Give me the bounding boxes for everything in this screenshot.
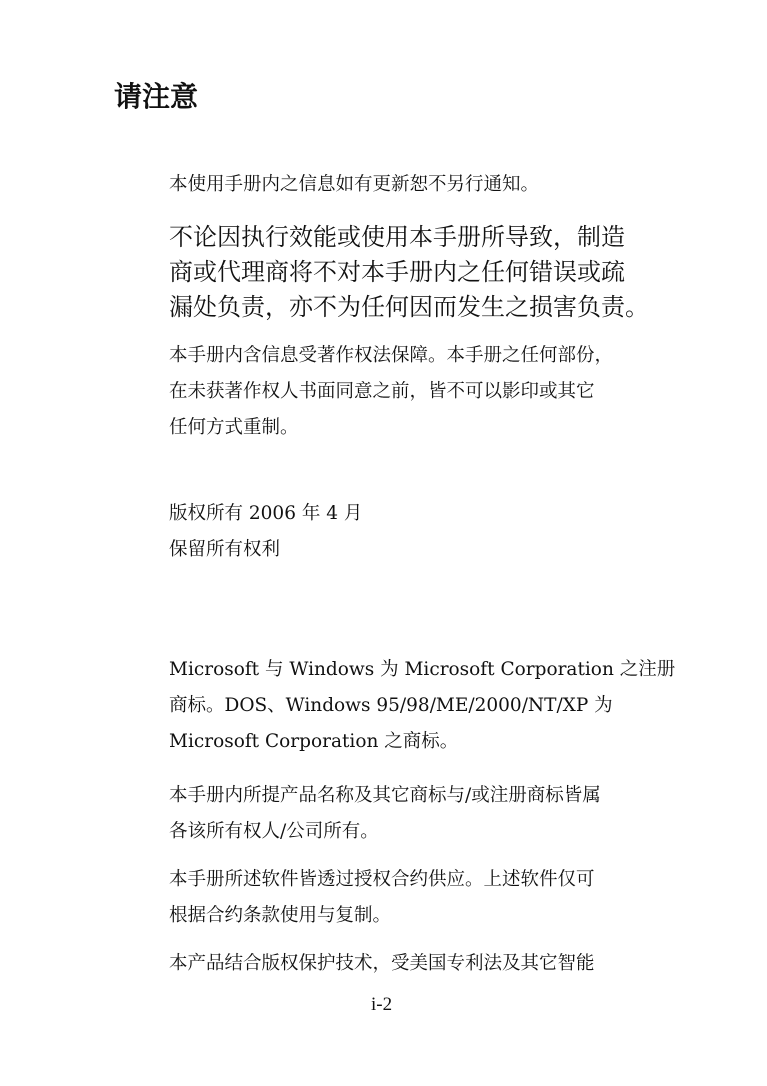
text-line: 版权所有 2006 年 4 月 — [169, 503, 363, 524]
page-title: 请注意 — [114, 80, 199, 113]
text-line: 各该所有权人/公司所有。 — [169, 821, 379, 842]
text-line: 本使用手册内之信息如有更新恕不另行通知。 — [169, 174, 540, 195]
copyright-date-paragraph — [169, 496, 669, 568]
text-line: 本手册内含信息受著作权法保障。本手册之任何部份， — [169, 345, 614, 366]
trademark-paragraph — [169, 652, 676, 760]
text-line: 保留所有权利 — [169, 539, 281, 560]
text-line: 任何方式重制。 — [169, 417, 299, 438]
text-line: 本产品结合版权保护技术，受美国专利法及其它智能 — [169, 953, 595, 974]
copyright-law-paragraph — [169, 338, 669, 446]
text-line: 漏处负责，亦不为任何因而发生之损害负责。 — [169, 293, 649, 321]
text-line: 在未获著作权人书面同意之前，皆不可以影印或其它 — [169, 381, 595, 402]
text-line: Microsoft Corporation 之商标。 — [169, 731, 459, 752]
product-names-paragraph — [169, 778, 669, 850]
text-line: 不论因执行效能或使用本手册所导致，制造 — [169, 223, 625, 251]
text-line: 根据合约条款使用与复制。 — [169, 905, 392, 926]
software-license-paragraph — [169, 862, 669, 934]
page-number: i-2 — [371, 994, 393, 1015]
notice-update-paragraph — [169, 167, 669, 203]
text-line: 本手册内所提产品名称及其它商标与/或注册商标皆属 — [169, 785, 601, 806]
disclaimer-paragraph — [169, 220, 669, 325]
text-line: Microsoft 与 Windows 为 Microsoft Corporation 之注册 — [169, 659, 676, 680]
copy-protection-paragraph — [169, 946, 669, 982]
text-line: 商或代理商将不对本手册内之任何错误或疏 — [169, 258, 625, 286]
text-line: 商标。DOS、Windows 95/98/ME/2000/NT/XP 为 — [169, 695, 613, 716]
text-line: 本手册所述软件皆透过授权合约供应。上述软件仅可 — [169, 869, 595, 890]
